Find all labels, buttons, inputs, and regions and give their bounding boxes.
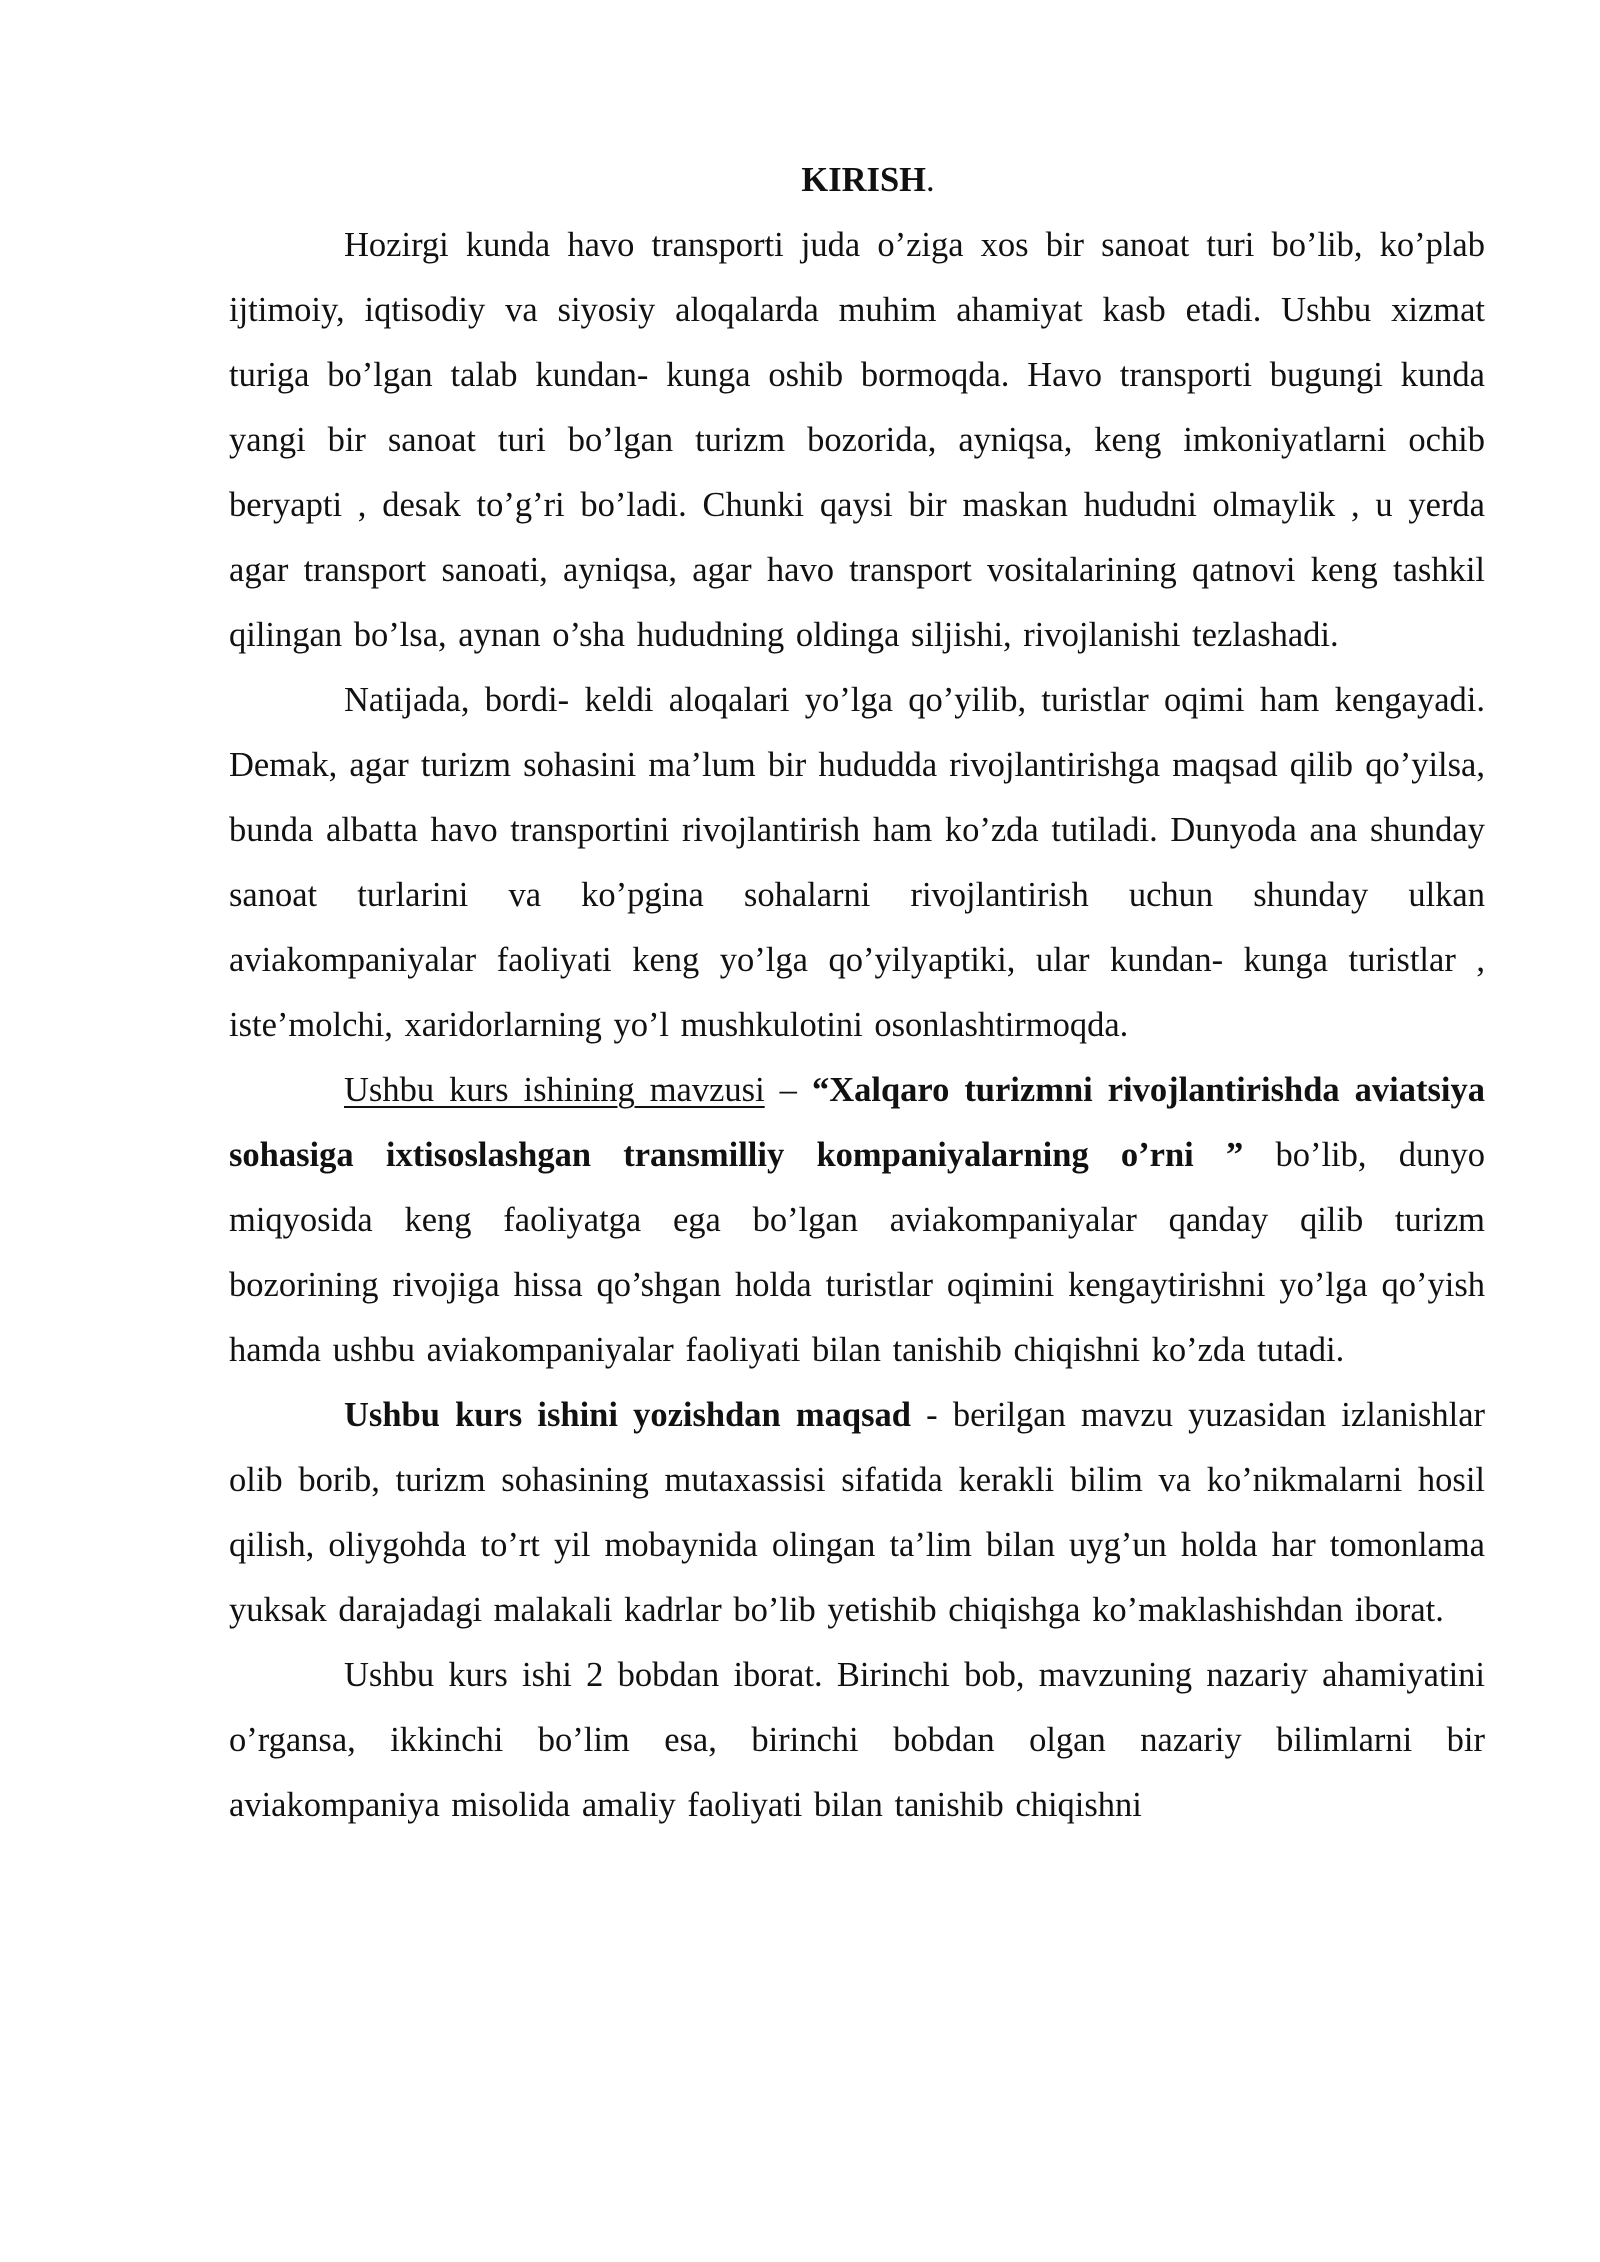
document-body — [229, 148, 1485, 1838]
goal-label: Ushbu kurs ishini yozishdan maqsad — [344, 1396, 911, 1434]
paragraph-topic — [229, 1058, 1485, 1383]
topic-title: “Xalqaro turizmni rivojlantirishda aviatsiya sohasiga ixtisoslashgan transmilliy kompaniyalarning o’rni ” — [229, 1071, 1485, 1174]
title-text: KIRISH — [801, 161, 926, 199]
topic-dash: – — [764, 1071, 812, 1109]
paragraph-goal — [229, 1383, 1485, 1643]
paragraph-1: Hozirgi kunda havo transporti juda o’ziga xos bir sanoat turi bo’lib, ko’plab ijtimoiy, iqtisodiy va siyosiy aloqalarda muhim ahamiyat kasb etadi. Ushbu xizmat turiga bo’lgan talab kundan- kunga oshib bormoqda. Havo transporti bugungi kunda yangi bir sanoat turi bo’lgan turizm bozorida, ayniqsa, keng imkoniyatlarni ochib beryapti , desak to’g’ri bo’ladi. Chunki qaysi bir maskan hududni olmaylik , u yerda agar transport sanoati, ayniqsa, agar havo transport vositalarining qatnovi keng tashkil qilingan bo’lsa, aynan o’sha hududning oldinga siljishi, rivojlanishi tezlashadi. — [229, 226, 1485, 654]
page-title — [229, 148, 1485, 213]
topic-description: bo’lib, dunyo miqyosida keng faoliyatga ega bo’lgan aviakompaniyalar qanday qilib turizm bozorining rivojiga hissa qo’shgan holda turistlar oqimini kengaytirishni yo’lga qo’yish hamda ushbu aviakompaniyalar faoliyati bilan tanishib chiqishni ko’zda tutadi. — [229, 1136, 1485, 1369]
topic-label: Ushbu kurs ishining mavzusi — [344, 1071, 765, 1109]
title-punctuation: . — [926, 161, 935, 199]
paragraph-structure: Ushbu kurs ishi 2 bobdan iborat. Birinchi bob, mavzuning nazariy ahamiyatini o’rgansa, ikkinchi bo’lim esa, birinchi bobdan olgan nazariy bilimlarni bir aviakompaniya misolida amaliy faoliyati bilan tanishib chiqishni — [229, 1656, 1485, 1824]
paragraph-2: Natijada, bordi- keldi aloqalari yo’lga qo’yilib, turistlar oqimi ham kengayadi. Demak, agar turizm sohasini ma’lum bir hududda rivojlantirishga maqsad qilib qo’yilsa, bunda albatta havo transportini rivojlantirish ham ko’zda tutiladi. Dunyoda ana shunday sanoat turlarini va ko’pgina sohalarni rivojlantirish uchun shunday ulkan aviakompaniyalar faoliyati keng yo’lga qo’yilyaptiki, ular kundan- kunga turistlar , iste’molchi, xaridorlarning yo’l mushkulotini osonlashtirmoqda. — [229, 681, 1485, 1044]
goal-description: - berilgan mavzu yuzasidan izlanishlar olib borib, turizm sohasining mutaxassisi sifatida kerakli bilim va ko’nikmalarni hosil qilish, oliygohda to’rt yil mobaynida olingan ta’lim bilan uyg’un holda har tomonlama yuksak darajadagi malakali kadrlar bo’lib yetishib chiqishga ko’maklashishdan iborat. — [229, 1396, 1485, 1629]
